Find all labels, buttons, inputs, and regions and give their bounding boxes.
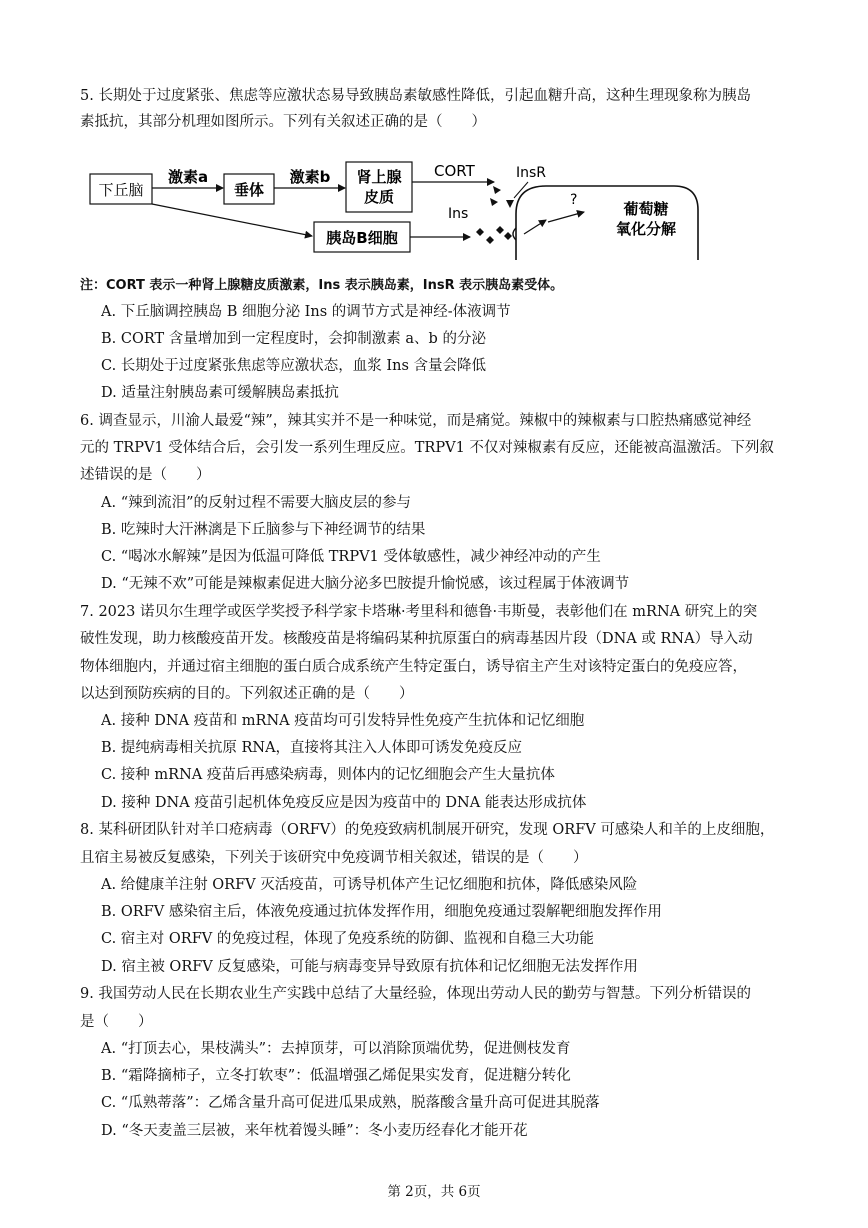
q5-stem-line1: 5. 长期处于过度紧张、焦虑等应激状态易导致胰岛素敏感性降低，引起血糖升高，这种生理现象称为胰岛 xyxy=(80,88,751,104)
q6-stem-line2: 元的 TRPV1 受体结合后，会引发一系列生理反应。TRPV1 不仅对辣椒素有反应，还能被高温激活。下列叙 xyxy=(80,440,774,456)
cort-label: CORT xyxy=(434,162,475,180)
ins-molecule xyxy=(486,236,494,244)
q6-option-a: A. “辣到流泪”的反射过程不需要大脑皮层的参与 xyxy=(101,495,412,511)
adrenal-label-line1: 肾上腺 xyxy=(356,168,402,186)
page-footer: 第 2页，共 6页 xyxy=(387,1184,481,1200)
cort-molecule xyxy=(490,198,498,206)
q7-stem-line2: 破性发现，助力核酸疫苗开发。核酸疫苗是将编码某种抗原蛋白的病毒基因片段（DNA 或 RNA）导入动 xyxy=(80,631,753,647)
q5-option-d: D. 适量注射胰岛素可缓解胰岛素抵抗 xyxy=(101,385,339,401)
q6-stem-line3: 述错误的是（ ） xyxy=(80,467,211,483)
q7-stem-line1: 7. 2023 诺贝尔生理学或医学奖授予科学家卡塔琳·考里科和德鲁·韦斯曼，表彰他们在 mRNA 研究上的突 xyxy=(80,604,758,620)
q5-mechanism-diagram xyxy=(80,150,700,268)
q5-stem-line2: 素抵抗，其部分机理如图所示。下列有关叙述正确的是（ ） xyxy=(80,114,486,130)
q8-option-b: B. ORFV 感染宿主后，体液免疫通过抗体发挥作用，细胞免疫通过裂解靶细胞发挥作用 xyxy=(101,904,662,920)
q6-option-d: D. “无辣不欢”可能是辣椒素促进大脑分泌多巴胺提升愉悦感，该过程属于体液调节 xyxy=(101,576,630,592)
q9-option-a: A. “打顶去心，果枝满头”：去掉顶芽，可以消除顶端优势，促进侧枝发育 xyxy=(101,1041,571,1057)
q7-option-d: D. 接种 DNA 疫苗引起机体免疫反应是因为疫苗中的 DNA 能表达形成抗体 xyxy=(101,795,587,811)
q8-option-c: C. 宿主对 ORFV 的免疫过程，体现了免疫系统的防御、监视和自稳三大功能 xyxy=(101,931,594,947)
q7-option-b: B. 提纯病毒相关抗原 RNA，直接将其注入人体即可诱发免疫反应 xyxy=(101,740,523,756)
islet-b-cell-label: 胰岛B细胞 xyxy=(326,229,398,247)
pituitary-label: 垂体 xyxy=(233,181,265,199)
q7-option-c: C. 接种 mRNA 疫苗后再感染病毒，则体内的记忆细胞会产生大量抗体 xyxy=(101,767,555,783)
arrow-signal-2 xyxy=(548,212,584,222)
insr-label: InsR xyxy=(516,165,547,181)
ins-molecule xyxy=(504,232,512,240)
q6-option-c: C. “喝冰水解辣”是因为低温可降低 TRPV1 受体敏感性，减少神经冲动的产生 xyxy=(101,549,601,565)
q5-option-a: A. 下丘脑调控胰岛 B 细胞分泌 Ins 的调节方式是神经-体液调节 xyxy=(101,304,511,320)
hypothalamus-label: 下丘脑 xyxy=(98,181,144,199)
q9-stem-line1: 9. 我国劳动人民在长期农业生产实践中总结了大量经验，体现出劳动人民的勤劳与智慧。下列分析错误的 xyxy=(80,986,751,1002)
q7-stem-line3: 物体细胞内，并通过宿主细胞的蛋白质合成系统产生特定蛋白，诱导宿主产生对该特定蛋白的免疫应答， xyxy=(80,659,747,675)
q6-stem-line1: 6. 调查显示，川渝人最爱“辣”，辣其实并不是一种味觉，而是痛觉。辣椒中的辣椒素与口腔热痛感觉神经 xyxy=(80,413,752,429)
q8-stem-line2: 且宿主易被反复感染，下列关于该研究中免疫调节相关叙述，错误的是（ ） xyxy=(80,850,588,866)
ins-molecule xyxy=(496,226,504,234)
q6-option-b: B. 吃辣时大汗淋漓是下丘脑参与下神经调节的结果 xyxy=(101,522,426,538)
hormone-b-label: 激素b xyxy=(289,168,331,186)
q9-option-b: B. “霜降摘柿子，立冬打软枣”：低温增强乙烯促果实发育，促进糖分转化 xyxy=(101,1068,571,1084)
q9-stem-line2: 是（ ） xyxy=(80,1014,153,1030)
q8-stem-line1: 8. 某科研团队针对羊口疮病毒（ORFV）的免疫致病机制展开研究，发现 ORFV 可感染人和羊的上皮细胞， xyxy=(80,822,775,838)
q5-note: 注：CORT 表示一种肾上腺糖皮质激素，Ins 表示胰岛素，InsR 表示胰岛素受体。 xyxy=(80,278,564,293)
cort-molecule xyxy=(493,186,501,194)
arrow-hypothalamus-islet xyxy=(152,204,312,236)
q5-option-c: C. 长期处于过度紧张焦虑等应激状态，血浆 Ins 含量会降低 xyxy=(101,358,487,374)
q7-option-a: A. 接种 DNA 疫苗和 mRNA 疫苗均可引发特异性免疫产生抗体和记忆细胞 xyxy=(101,713,585,729)
q9-option-d: D. “冬天麦盖三层被，来年枕着馒头睡”：冬小麦历经春化才能开花 xyxy=(101,1123,528,1139)
arrow-signal-1 xyxy=(524,220,546,234)
adrenal-label-line2: 皮质 xyxy=(363,188,395,206)
unknown-step-label: ? xyxy=(570,192,578,208)
insr-receptor xyxy=(506,200,514,208)
glucose-label-line1: 葡萄糖 xyxy=(623,200,669,218)
q8-option-d: D. 宿主被 ORFV 反复感染，可能与病毒变异导致原有抗体和记忆细胞无法发挥作用 xyxy=(101,959,638,975)
q7-stem-line4: 以达到预防疾病的目的。下列叙述正确的是（ ） xyxy=(80,686,414,702)
ins-label: Ins xyxy=(448,206,469,222)
q9-option-c: C. “瓜熟蒂落”：乙烯含量升高可促进瓜果成熟，脱落酸含量升高可促进其脱落 xyxy=(101,1095,600,1111)
ins-molecule xyxy=(476,228,484,236)
q5-option-b: B. CORT 含量增加到一定程度时，会抑制激素 a、b 的分泌 xyxy=(101,331,486,347)
hormone-a-label: 激素a xyxy=(167,168,209,186)
glucose-label-line2: 氧化分解 xyxy=(615,220,677,238)
q8-option-a: A. 给健康羊注射 ORFV 灭活疫苗，可诱导机体产生记忆细胞和抗体，降低感染风险 xyxy=(101,877,638,893)
